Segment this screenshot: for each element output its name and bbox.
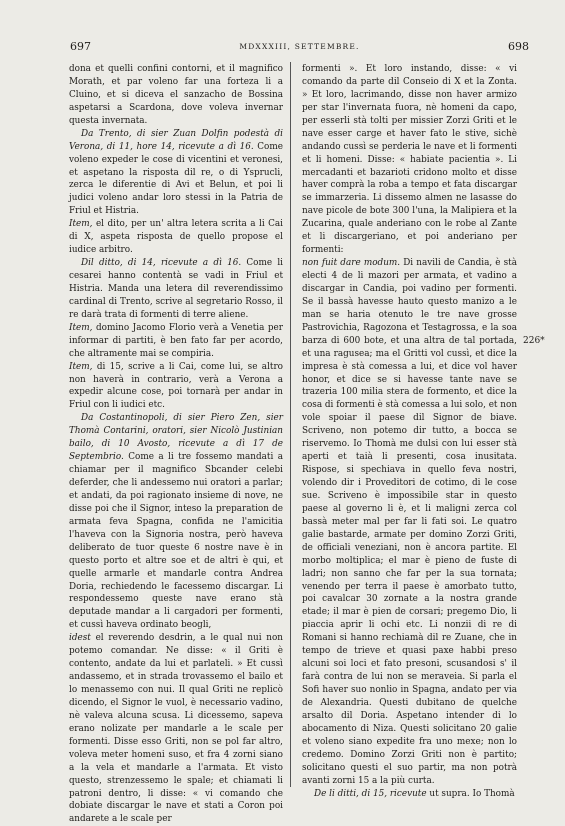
- paragraph-text: Di navili de Candia, è stà electi 4 de li mazori per armata, et vadino a discargar in Candia, poi vadino per formenti. Se il bassà havesse hauto questo manizo a le man se haria otenuto le tre nave grosse Pastrovichia, Ragozona et Testagrossa, e la soa barza di 600 bote, et una altra de tal portada, et una ragusea; ma el Gritti vol cussì, et dice la impresa è stà comessa a lui, et dice vol haver honor, et dice se si havesse tante nave se trazeria 100 milia stera de formento, et dice la cosa di formenti è stà comessa a lui solo, et non vole spoiar il paese dil Signor de biave. Scriveno, non potemo dir tutto, a bocca se riservemo. Io Thomà me dulsi con lui esser stà aperti et taià li presenti, cosa inusitata. Rispose, si spechiava in quello feva nostri, volendo dir i Proveditori de cotimo, di le cose sue. Scriveno è impossibile star in questo paese al governo li è, et li maligni zerca col bassà meter mal per far li fati soi. Le quatro galie bastarde, armate per domino Zorzi Griti, de officiali veneziani, non è ancora partite. El morbo moltiplica; el mar è pieno de fuste di ladri; non sanno che far per la sua tornata; venendo per terra il paese è amorbato tutto, poi cavalcar 30 zornate a la nostra grande etade; il mar è pien de corsari; pregemo Dio, li piaccia aprir li ochi etc. Li nonzii di re di Romani si hanno rechiamà dil re Zuane, che in tempo de trieve et quasi paxe habbi preso alcuni soi loci et fato presoni, scusandosi s' il farà contra de lui non se meraveia. Si parla el Sofi haver suo nonlio in Spagna, andato per via de Alexandria. Questi dubitano de quelche arsalto dil Doria. Aspetano intender di lo abocamento di Niza. Questi solicitano 20 galie et voleno siano expedite fra uno mexe; non lo credemo. Domino Zorzi Griti non è partito; solicitano questi el suo partir, ma non potrà avanti zorni 15 a la più curta.: [302, 258, 518, 786]
- paragraph-text: ut supra. Io Thomà: [426, 788, 515, 799]
- paragraph-text: di 15, scrive a li Cai, come lui, se altro non haverà in contrario, verà a Verona a expedir alcune cose, poi tornarà per andar in Friul con li iudici etc.: [69, 361, 283, 411]
- paragraph-text: Come li cesarei hanno contentà se vadi in Friul et Histria. Manda una letera dil reverendissimo cardinal di Trento, scrive al segretario Rosso, il re darà trata di formenti di terre aliene.: [69, 258, 283, 320]
- italic-heading: Dil ditto, di 14, ricevute a dì 16.: [81, 258, 242, 269]
- italic-heading: idest: [69, 633, 91, 644]
- page-number-left: 697: [70, 40, 91, 53]
- italic-heading: Item,: [69, 361, 93, 372]
- paragraph-text: dona et quelli confini contorni, et il magnifico Morath, et par voleno far una forteza li a Cluino, et si diceva el sanzacho de Bossina aspetarsi a Scardona, dove voleva invernar questa invernata.: [69, 64, 283, 126]
- italic-heading: non fuit dare modum.: [302, 258, 401, 269]
- running-title: MDXXXIII, SETTEMBRE.: [239, 42, 360, 51]
- italic-heading: Da Costantinopoli, di sier Piero Zen, sier Thomà Contarini, oratori, sier Nicolò Justinian bailo, di 10 Avosto, ricevute a dì 17 de Septembrio.: [69, 413, 283, 463]
- paragraph-text: Come voleno expeder le cose di vicentini et veronesi, et aspetano la risposta dil re, o di Ysprucli, zerca le diferentie di Avi et Belun, et poi li judici voleno andar loro stessi in la Patria de Friul et Histria.: [69, 141, 283, 217]
- paragraph-text: domino Jacomo Florio verà a Venetia per informar di partiti, è ben fato far per acordo, che altramente mai se compiria.: [69, 322, 283, 359]
- paragraph: [69, 412, 283, 632]
- italic-heading: De li ditti, di 15, ricevute: [314, 788, 427, 799]
- paragraph: [69, 257, 283, 322]
- italic-heading: Da Trento, di sier Zuan Dolfin podestà di Verona, di 11, hore 14, ricevute a dì 16.: [69, 128, 283, 152]
- paragraph: [69, 322, 283, 361]
- paragraph: [302, 63, 517, 257]
- paragraph-text: el reverendo desdrin, a le qual nui non potemo comandar. Ne disse: « il Griti è contento, andate da lui et parlateli. » Et cussì andassemo, et in strada trovassemo el bailo et lo menassemo con nui. Il qual Griti ne replicò dicendo, el Signor le vuol, è necessario vadino, nè valeva alcuna scusa. Li dicessemo, sapeva erano nolizate per mandarle a le scale per formenti. Disse esso Griti, non se pol far altro, voleva meter homeni suso, et fra 4 zorni siano a la vela et mandarle a l'armata. Et visto questo, strenzessemo le spale; et chiamati li patroni dentro, li disse: « vi comando che dobiate discargar le nave et stati a Coron poi andarete a le scale per: [69, 633, 283, 825]
- margin-note: 226*: [523, 336, 545, 346]
- paragraph: [302, 257, 517, 787]
- paragraph-text: el dito, per un' altra letera scrita a li Cai di X, aspeta risposta de quello propose el iudice arbitro.: [69, 219, 283, 256]
- italic-heading: Item,: [69, 322, 93, 333]
- page-number-right: 698: [508, 40, 529, 53]
- text-column-right: [302, 63, 518, 799]
- paragraph: [302, 788, 517, 801]
- paragraph-text: formenti ». Et loro instando, disse: « vi comando da parte dil Conseio di X et la Zonta. » Et loro, lacrimando, disse non haver armizo per star l'invernata fuora, nè homeni da capo, per esserli stà tolti per missier Zorzi Griti et le nave esser carge et haver fato le stive, sichè andando cussì se perderia le nave et li formenti et li homeni. Disse: « habiate pacientia ». Li mercadanti et bazarioti cridono molto et disse haver comprà la roba a tempo et fata discargar se immarzeria. Li dissemo almen ne lasasse do nave picole de bote 300 l'una, la Malipiera et la Zucarina, quale anderiano con le robe al Zante et li discargeriano, et poi anderiano per formenti:: [302, 64, 517, 256]
- italic-heading: Item,: [69, 219, 93, 230]
- paragraph: [69, 128, 283, 219]
- running-header: [70, 40, 529, 54]
- paragraph-text: Come a li tre fossemo mandati a chiamar per il magnifico Sbcander celebi deferder, che li andessemo nui oratori a parlar; et andati, da poi ragionato insieme di nove, ne disse poi che il Signor, inteso la preparation de armata feva Spagna, confida ne l'amicitia l'haveva con la Signoria nostra, però haveva deliberato de tuor queste 6 nostre nave è in questo porto et altre soe et de altri è qui, et quelle armarle et mandarle contra Andrea Doria, rechiedendo le facessemo discargar. Li respondessemo queste nave erano stà deputade mandar a li cargadori per formenti, et cussì haveva ordinato beogli,: [69, 452, 283, 631]
- column-rule: [290, 62, 291, 787]
- text-column-left: [69, 63, 283, 825]
- paragraph: [69, 361, 283, 413]
- paragraph: [69, 63, 283, 128]
- paragraph: [69, 632, 283, 826]
- paragraph: [69, 218, 283, 257]
